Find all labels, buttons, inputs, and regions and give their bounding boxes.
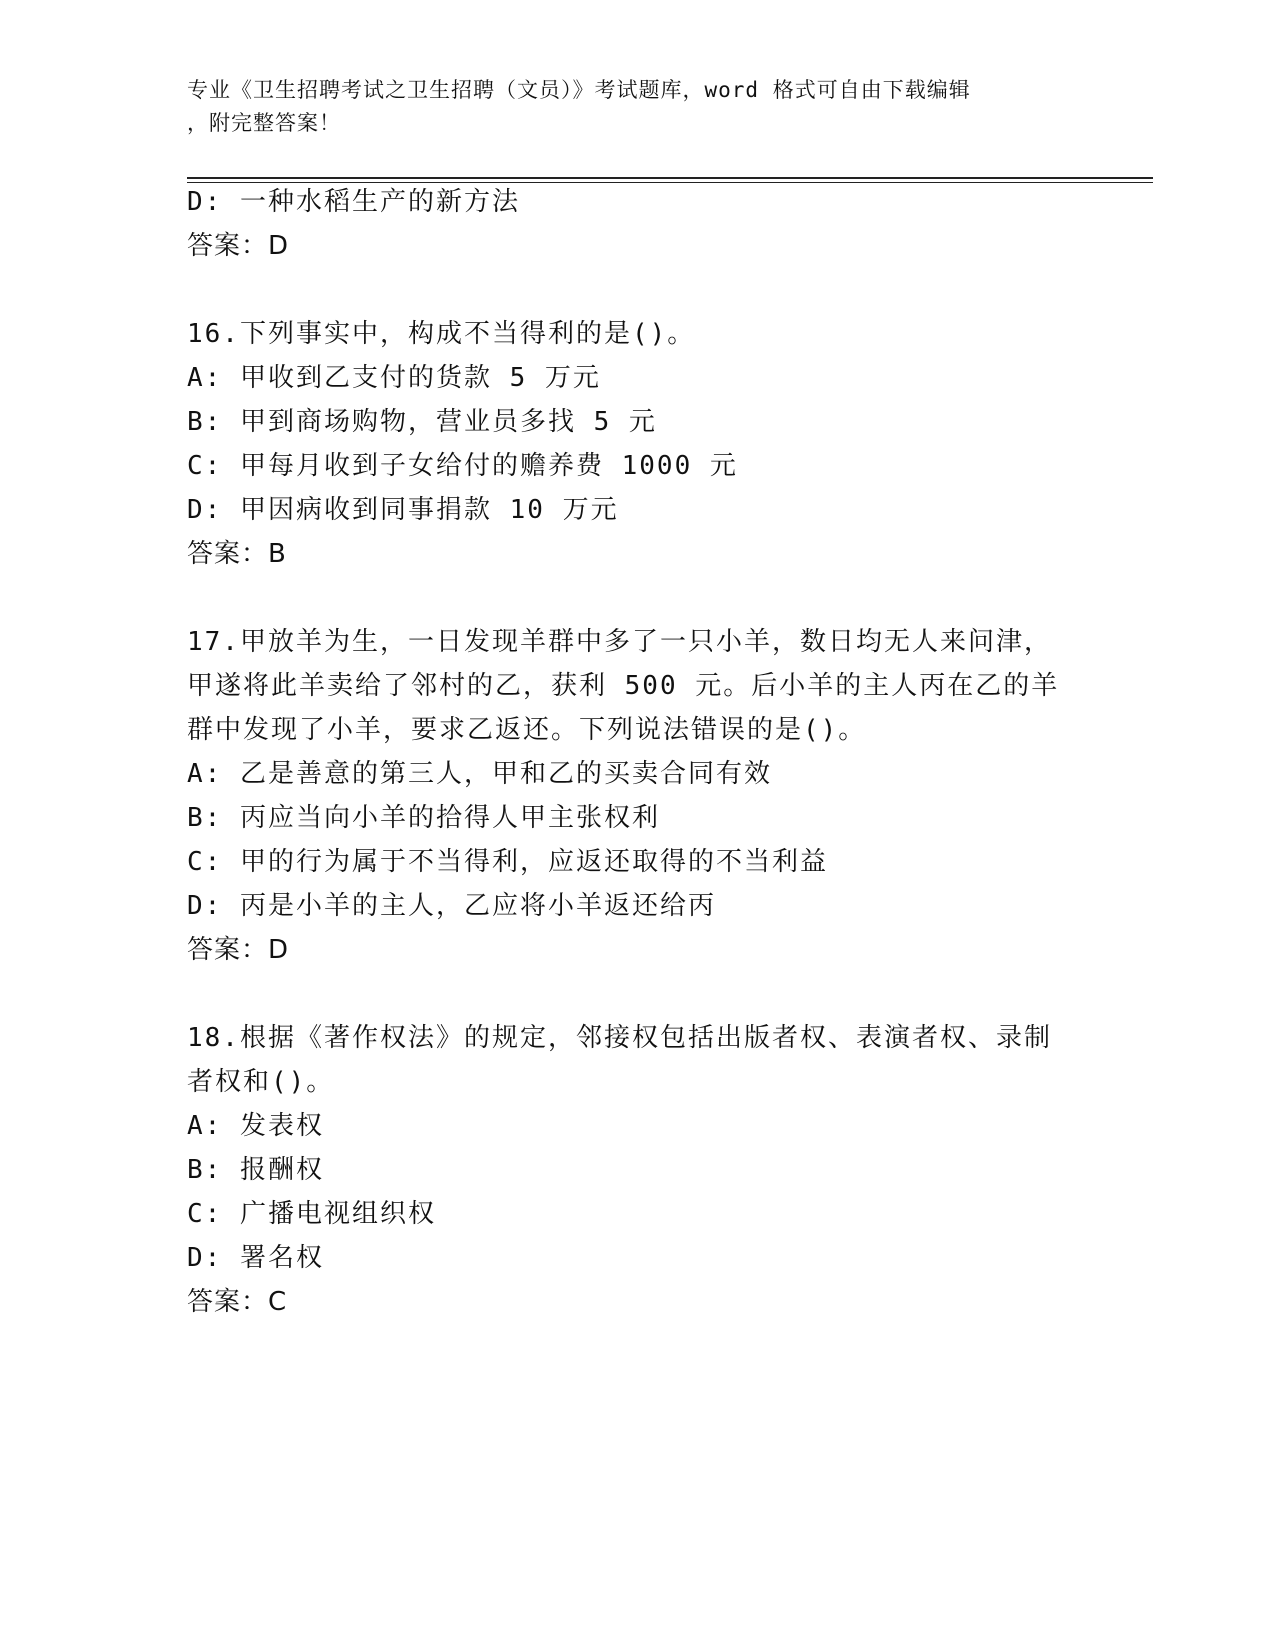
- q17-option-a: A: 乙是善意的第三人，甲和乙的买卖合同有效: [187, 759, 772, 789]
- q16-option-d: D: 甲因病收到同事捐款 10 万元: [187, 495, 619, 525]
- q16-stem: 16.下列事实中，构成不当得利的是()。: [187, 319, 696, 349]
- q17-stem-line-3: 群中发现了小羊，要求乙返还。下列说法错误的是()。: [187, 715, 867, 745]
- q18-option-a: A: 发表权: [187, 1111, 324, 1141]
- q16-answer: 答案：B: [187, 539, 287, 569]
- q18-stem-line-1: 18.根据《著作权法》的规定，邻接权包括出版者权、表演者权、录制: [187, 1023, 1052, 1053]
- q17-option-b: B: 丙应当向小羊的拾得人甲主张权利: [187, 803, 660, 833]
- q18-option-b: B: 报酬权: [187, 1155, 324, 1185]
- q18-answer: 答案：C: [187, 1287, 288, 1317]
- header-divider-thick: [187, 177, 1153, 179]
- q17-answer: 答案：D: [187, 935, 290, 965]
- q17-option-c: C: 甲的行为属于不当得利，应返还取得的不当利益: [187, 847, 828, 877]
- q16-option-b: B: 甲到商场购物，营业员多找 5 元: [187, 407, 657, 437]
- q17-option-d: D: 丙是小羊的主人，乙应将小羊返还给丙: [187, 891, 716, 921]
- q16-option-c: C: 甲每月收到子女给付的赡养费 1000 元: [187, 451, 738, 481]
- q17-stem-line-1: 17.甲放羊为生，一日发现羊群中多了一只小羊，数日均无人来问津，: [187, 627, 1052, 657]
- header-line-2: ，附完整答案！: [187, 111, 341, 135]
- q15-answer: 答案：D: [187, 231, 290, 261]
- document-header: [187, 74, 1067, 140]
- q18-option-d: D: 署名权: [187, 1243, 324, 1273]
- header-divider-thin: [187, 182, 1153, 183]
- q16-option-a: A: 甲收到乙支付的货款 5 万元: [187, 363, 601, 393]
- header-line-1: 专业《卫生招聘考试之卫生招聘（文员）》考试题库，word 格式可自由下载编辑: [187, 78, 971, 102]
- q18-option-c: C: 广播电视组织权: [187, 1199, 436, 1229]
- q18-stem-line-2: 者权和()。: [187, 1067, 335, 1097]
- q17-stem-line-2: 甲遂将此羊卖给了邻村的乙，获利 500 元。后小羊的主人丙在乙的羊: [187, 671, 1060, 701]
- q15-option-d: D: 一种水稻生产的新方法: [187, 187, 520, 217]
